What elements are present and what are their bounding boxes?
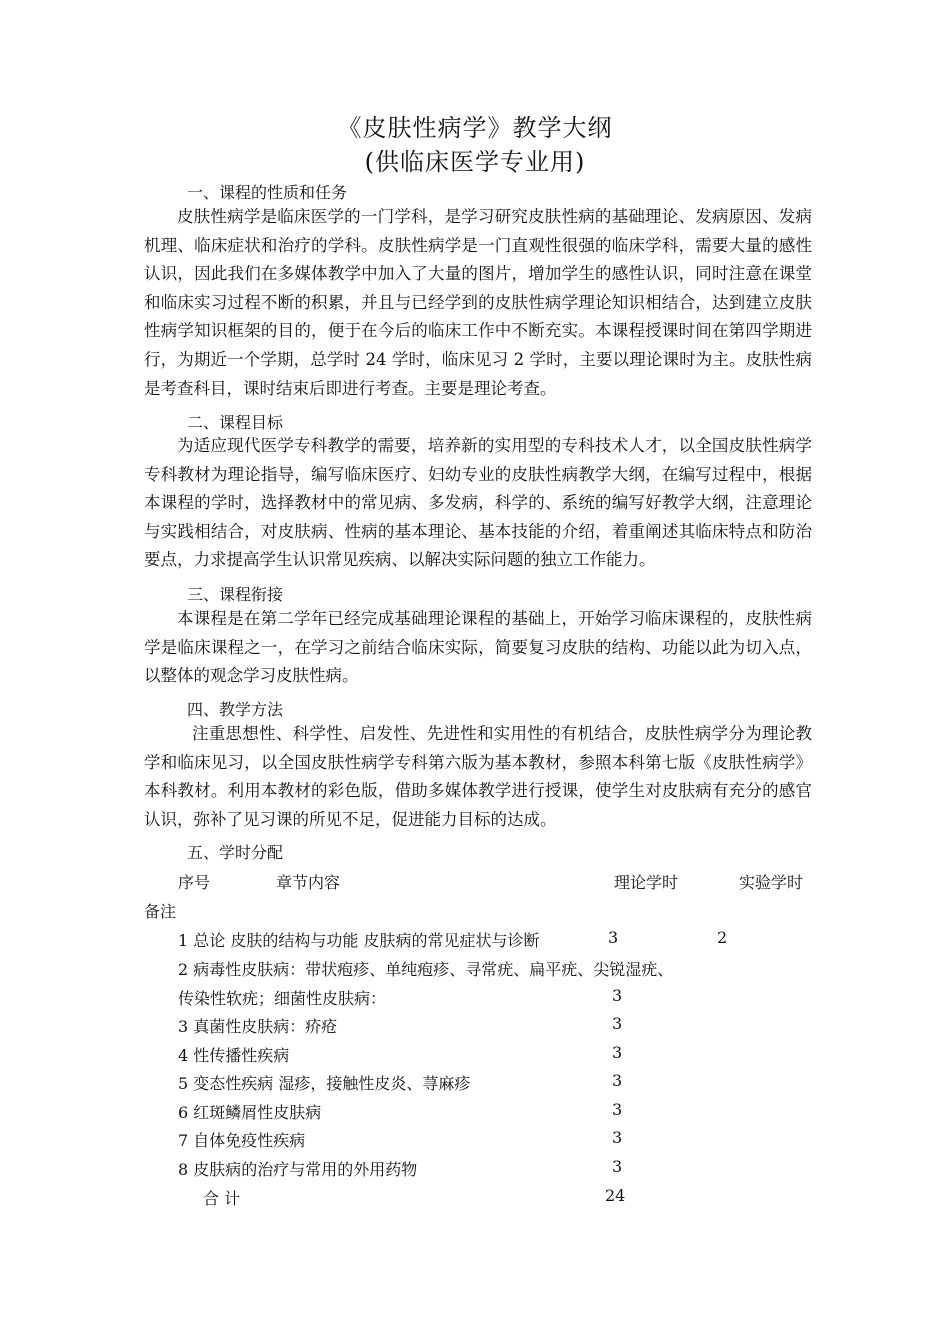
row-theory: 3 bbox=[612, 1071, 623, 1090]
table-row: 3 真菌性皮肤病：疥疮 bbox=[178, 1017, 338, 1036]
section-text-3: 本课程是在第二学年已经完成基础理论课程的基础上，开始学习临床课程的，皮肤性病学是临床课程之一，在学习之前结合临床实际，简要复习皮肤的结构、功能以此为切入点，以整体的观念学习皮肤性病。 bbox=[144, 609, 812, 686]
table-row: 8 皮肤病的治疗与常用的外用药物 bbox=[178, 1160, 418, 1179]
header-theory: 理论学时 bbox=[614, 873, 679, 892]
row-theory: 3 bbox=[612, 986, 623, 1005]
section-heading-5: 五、学时分配 bbox=[187, 843, 284, 862]
section-text-1: 皮肤性病学是临床医学的一门学科，是学习研究皮肤性病的基础理论、发病原因、发病机理、临床症状和治疗的学科。皮肤性病学是一门直观性很强的临床学科，需要大量的感性认识，因此我们在多媒体教学中加入了大量的图片，增加学生的感性认识，同时注意在课堂和临床实习过程不断的积累，并且与已经学到的皮肤性病学理论知识相结合，达到建立皮肤性病学知识框架的目的，便于在今后的临床工作中不断充实。本课程授课时间在第四学期进行，为期近一个学期，总学时 24 学时，临床见习 2 学时，主要以理论课时为主。皮肤性病是考查科目，课时结束后即进行考查。主要是理论考查。 bbox=[144, 207, 812, 398]
header-note: 备注 bbox=[144, 902, 177, 921]
section-heading-4: 四、教学方法 bbox=[187, 700, 284, 719]
table-row: 2 病毒性皮肤病：带状疱疹、单纯疱疹、寻常疣、扁平疣、尖锐湿疣、 bbox=[178, 960, 674, 979]
section-heading-1: 一、课程的性质和任务 bbox=[187, 183, 348, 202]
row-lab: 2 bbox=[717, 928, 728, 947]
section-heading-3: 三、课程衔接 bbox=[187, 585, 284, 604]
doc-title: 《皮肤性病学》教学大纲 bbox=[337, 114, 613, 142]
section-text-2: 为适应现代医学专科教学的需要，培养新的实用型的专科技术人才，以全国皮肤性病学专科教材为理论指导，编写临床医疗、妇幼专业的皮肤性病教学大纲，在编写过程中，根据本课程的学时，选择教材中的常见病、多发病，科学的、系统的编写好教学大纲，注意理论与实践相结合，对皮肤病、性病的基本理论、基本技能的介绍，着重阐述其临床特点和防治要点，力求提高学生认识常见疾病、以解决实际问题的独立工作能力。 bbox=[144, 436, 812, 570]
table-row: 7 自体免疫性疾病 bbox=[178, 1131, 306, 1150]
section-text-4: 注重思想性、科学性、启发性、先进性和实用性的有机结合，皮肤性病学分为理论教学和临床见习，以全国皮肤性病学专科第六版为基本教材，参照本科第七版《皮肤性病学》本科教材。利用本教材的彩色版，借助多媒体教学进行授课，使学生对皮肤病有充分的感官认识，弥补了见习课的所见不足，促进能力目标的达成。 bbox=[144, 724, 812, 829]
table-row: 5 变态性疾病 湿疹，接触性皮炎、荨麻疹 bbox=[178, 1074, 471, 1093]
header-content: 章节内容 bbox=[276, 873, 341, 892]
header-lab: 实验学时 bbox=[739, 873, 804, 892]
table-row: 1 总论 皮肤的结构与功能 皮肤病的常见症状与诊断 bbox=[178, 931, 540, 950]
row-theory: 3 bbox=[612, 1157, 623, 1176]
row-theory: 3 bbox=[608, 928, 619, 947]
table-row-continued: 传染性软疣；细菌性皮肤病： bbox=[178, 989, 387, 1008]
row-theory: 3 bbox=[612, 1043, 623, 1062]
row-theory: 3 bbox=[612, 1014, 623, 1033]
header-num: 序号 bbox=[178, 873, 211, 892]
table-row: 4 性传播性疾病 bbox=[178, 1046, 290, 1065]
table-row: 6 红斑鳞屑性皮肤病 bbox=[178, 1103, 322, 1122]
total-label: 合 计 bbox=[203, 1189, 241, 1208]
total-theory: 24 bbox=[605, 1186, 626, 1205]
row-theory: 3 bbox=[612, 1100, 623, 1119]
doc-subtitle: (供临床医学专业用) bbox=[364, 148, 586, 176]
row-theory: 3 bbox=[612, 1128, 623, 1147]
section-heading-2: 二、课程目标 bbox=[187, 413, 284, 432]
